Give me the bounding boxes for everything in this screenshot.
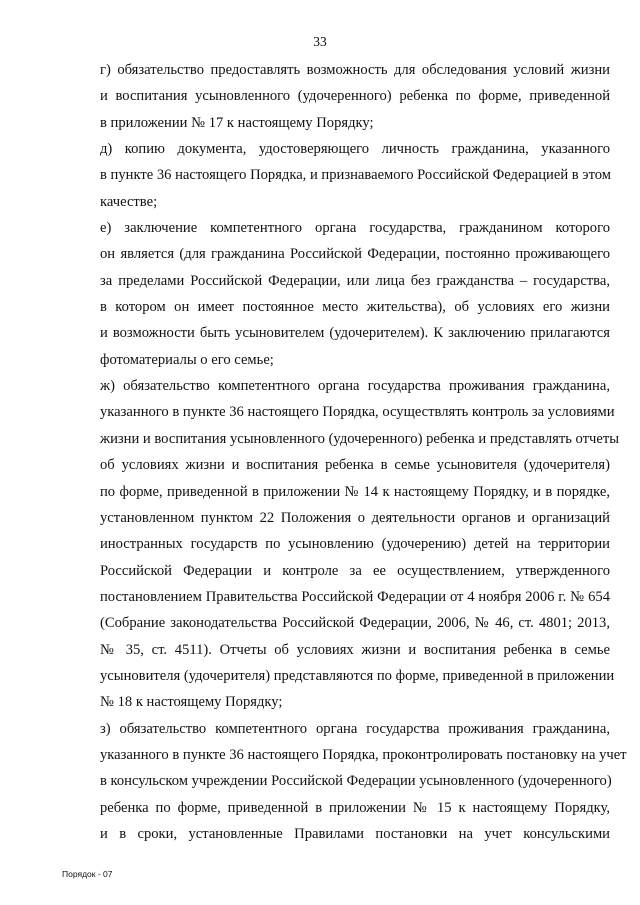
text-line: и воспитания усыновленного (удочеренного) ребенка по форме, приведенной <box>100 88 610 105</box>
text-line: фотоматериалы о его семье; <box>100 351 274 368</box>
text-line: и в сроки, установленные Правилами постановки на учет консульскими <box>100 825 610 842</box>
text-line: в котором он имеет постоянное место жительства), об условиях его жизни <box>100 299 610 316</box>
text-line: Российской Федерации и контроле за ее осуществлением, утвержденного <box>100 562 610 579</box>
text-line: установленном пунктом 22 Положения о деятельности органов и организаций <box>100 509 610 526</box>
text-line: ж) обязательство компетентного органа государства проживания гражданина, <box>100 378 610 395</box>
paragraph-e <box>62 215 610 373</box>
text-line: е) заключение компетентного органа государства, гражданином которого <box>100 220 610 237</box>
text-line: усыновителя (удочерителя) представляются по форме, приведенной в приложении <box>100 667 615 684</box>
text-line: по форме, приведенной в приложении № 14 к настоящему Порядку, и в порядке, <box>100 483 610 500</box>
text-line: об условиях жизни и воспитания ребенка в семье усыновителя (удочерителя) <box>100 457 610 474</box>
paragraph-d <box>62 136 610 215</box>
text-line: № 18 к настоящему Порядку; <box>100 694 283 711</box>
document-body <box>62 57 627 847</box>
text-line: он является (для гражданина Российской Федерации, постоянно проживающего <box>100 246 610 263</box>
text-line: (Собрание законодательства Российской Федерации, 2006, № 46, ст. 4801; 2013, <box>100 615 610 632</box>
text-line: г) обязательство предоставлять возможность для обследования условий жизни <box>100 62 610 78</box>
text-line: в консульском учреждении Российской Федерации усыновленного (удочеренного) <box>100 773 612 790</box>
paragraph-zh <box>62 373 620 715</box>
text-line: д) копию документа, удостоверяющего личность гражданина, указанного <box>100 141 610 158</box>
text-line: постановлением Правительства Российской Федерации от 4 ноября 2006 г. № 654 <box>100 588 610 605</box>
text-line: указанного в пункте 36 настоящего Порядка, проконтролировать постановку на учет <box>100 746 627 763</box>
text-line: в приложении № 17 к настоящему Порядку; <box>100 114 374 131</box>
page-number: 33 <box>313 34 327 49</box>
text-line: № 35, ст. 4511). Отчеты об условиях жизни и воспитания ребенка в семье <box>100 641 610 658</box>
text-line: за пределами Российской Федерации, или лица без гражданства – государства, <box>100 272 610 289</box>
text-line: в пункте 36 настоящего Порядка, и признаваемого Российской Федерацией в этом <box>100 167 612 184</box>
text-line: жизни и воспитания усыновленного (удочеренного) ребенка и представлять отчеты <box>100 430 620 447</box>
footer-label: Порядок - 07 <box>62 869 113 879</box>
paragraph-g <box>62 57 610 136</box>
text-line: иностранных государств по усыновлению (удочерению) детей на территории <box>100 536 610 553</box>
text-line: ребенка по форме, приведенной в приложении № 15 к настоящему Порядку, <box>100 799 610 816</box>
text-line: и возможности быть усыновителем (удочерителем). К заключению прилагаются <box>100 325 610 342</box>
text-line: з) обязательство компетентного органа государства проживания гражданина, <box>100 720 610 737</box>
paragraph-z <box>62 716 627 848</box>
text-line: качестве; <box>100 193 158 210</box>
text-line: указанного в пункте 36 настоящего Порядка, осуществлять контроль за условиями <box>100 404 615 421</box>
